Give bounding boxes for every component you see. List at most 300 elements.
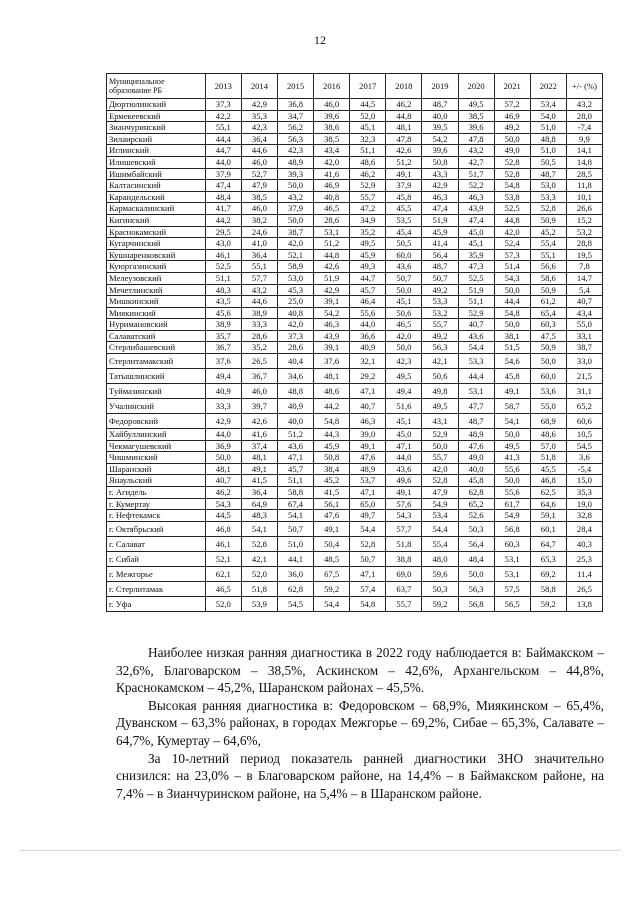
value-cell: 44,8: [494, 214, 530, 226]
value-cell: 35,7: [205, 330, 241, 342]
value-cell: 44,0: [205, 156, 241, 168]
municipality-cell: г. Салават: [107, 536, 206, 551]
value-cell: 53,6: [530, 384, 566, 399]
value-cell: 45,0: [458, 226, 494, 238]
value-cell: 62,1: [205, 566, 241, 581]
value-cell: 45,7: [277, 463, 313, 475]
municipality-cell: Караидельский: [107, 191, 206, 203]
value-cell: 49,5: [458, 99, 494, 111]
change-cell: 28,4: [566, 521, 602, 536]
value-cell: 56,2: [277, 122, 313, 134]
value-cell: 59,2: [314, 581, 350, 596]
value-cell: 51,0: [277, 536, 313, 551]
municipality-cell: Куюргазинский: [107, 261, 206, 273]
value-cell: 40,7: [458, 319, 494, 331]
value-cell: 47,6: [314, 510, 350, 522]
value-cell: 47,1: [386, 440, 422, 452]
header-year: 2020: [458, 74, 494, 99]
value-cell: 37,4: [241, 440, 277, 452]
value-cell: 54,4: [422, 521, 458, 536]
value-cell: 39,1: [314, 342, 350, 354]
value-cell: 50,8: [314, 452, 350, 464]
value-cell: 59,6: [422, 566, 458, 581]
value-cell: 61,2: [530, 296, 566, 308]
value-cell: 44,8: [386, 110, 422, 122]
value-cell: 51,7: [458, 168, 494, 180]
value-cell: 42,3: [277, 145, 313, 157]
table-row: [107, 354, 603, 369]
value-cell: 51,1: [458, 296, 494, 308]
value-cell: 49,5: [422, 399, 458, 414]
value-cell: 36,4: [241, 249, 277, 261]
paragraph-highest-diagnostics: Высокая ранняя диагностика в: Федоровском – 68,9%, Миякинском – 65,4%, Дуванском – 63,3% районах, в городах Межгорье – 69,2%, Сибае – 65,3%, Салавате – 64,7%, Кумертау – 64,6%,: [116, 697, 604, 748]
municipality-cell: Миякинский: [107, 307, 206, 319]
value-cell: 51,0: [530, 122, 566, 134]
change-cell: 31,1: [566, 384, 602, 399]
value-cell: 37,6: [314, 354, 350, 369]
value-cell: 43,1: [422, 414, 458, 429]
value-cell: 51,1: [205, 272, 241, 284]
table-row: [107, 551, 603, 566]
value-cell: 57,7: [241, 272, 277, 284]
value-cell: 55,6: [494, 463, 530, 475]
header-change: +/- (%): [566, 74, 602, 99]
value-cell: 42,9: [314, 284, 350, 296]
value-cell: 53,3: [422, 296, 458, 308]
value-cell: 39,7: [241, 399, 277, 414]
value-cell: 37,9: [205, 168, 241, 180]
table-row: [107, 475, 603, 487]
table-row: [107, 596, 603, 611]
value-cell: 45,1: [458, 238, 494, 250]
value-cell: 55,4: [422, 536, 458, 551]
value-cell: 36,6: [350, 330, 386, 342]
value-cell: 56,3: [277, 133, 313, 145]
value-cell: 42,0: [277, 319, 313, 331]
value-cell: 42,3: [241, 122, 277, 134]
value-cell: 46,9: [494, 110, 530, 122]
value-cell: 54,8: [494, 180, 530, 192]
value-cell: 52,0: [241, 566, 277, 581]
value-cell: 41,6: [314, 168, 350, 180]
page-number: 12: [314, 33, 326, 47]
value-cell: 55,0: [530, 399, 566, 414]
value-cell: 55,4: [530, 238, 566, 250]
value-cell: 35,9: [458, 249, 494, 261]
value-cell: 58,9: [277, 261, 313, 273]
value-cell: 47,1: [350, 384, 386, 399]
value-cell: 50,7: [422, 272, 458, 284]
value-cell: 34,7: [277, 110, 313, 122]
value-cell: 42,7: [458, 156, 494, 168]
value-cell: 49,5: [494, 440, 530, 452]
value-cell: 46,2: [205, 487, 241, 499]
value-cell: 55,6: [494, 487, 530, 499]
value-cell: 48,9: [277, 156, 313, 168]
value-cell: 44,4: [458, 369, 494, 384]
value-cell: 38,5: [314, 133, 350, 145]
value-cell: 37,9: [386, 180, 422, 192]
value-cell: 32,3: [350, 133, 386, 145]
value-cell: 49,3: [350, 261, 386, 273]
value-cell: 54,8: [350, 596, 386, 611]
municipality-cell: Ишимбайский: [107, 168, 206, 180]
table-row: [107, 203, 603, 215]
table-row: [107, 156, 603, 168]
municipality-cell: Краснокамский: [107, 226, 206, 238]
municipality-cell: Чекмагушевский: [107, 440, 206, 452]
value-cell: 50,0: [494, 319, 530, 331]
value-cell: 26,5: [241, 354, 277, 369]
value-cell: 44,5: [350, 99, 386, 111]
value-cell: 42,3: [386, 354, 422, 369]
value-cell: 38,4: [314, 463, 350, 475]
body-text: [116, 644, 604, 802]
value-cell: 46,2: [350, 168, 386, 180]
value-cell: 49,2: [422, 284, 458, 296]
value-cell: 49,1: [350, 440, 386, 452]
value-cell: 46,3: [314, 319, 350, 331]
municipality-cell: Татышлинский: [107, 369, 206, 384]
value-cell: 47,1: [350, 487, 386, 499]
change-cell: 19,0: [566, 498, 602, 510]
value-cell: 38,2: [241, 214, 277, 226]
value-cell: 47,4: [422, 203, 458, 215]
table-row: [107, 191, 603, 203]
value-cell: 48,6: [314, 384, 350, 399]
value-cell: 59,2: [530, 596, 566, 611]
value-cell: 50,0: [422, 440, 458, 452]
table-row: [107, 272, 603, 284]
value-cell: 57,2: [494, 99, 530, 111]
value-cell: 55,6: [350, 307, 386, 319]
header-year: 2013: [205, 74, 241, 99]
value-cell: 46,0: [241, 203, 277, 215]
value-cell: 48,5: [314, 551, 350, 566]
value-cell: 48,1: [386, 122, 422, 134]
municipality-cell: Мишкинский: [107, 296, 206, 308]
value-cell: 51,2: [386, 156, 422, 168]
value-cell: 40,7: [205, 475, 241, 487]
value-cell: 40,0: [422, 110, 458, 122]
value-cell: 48,3: [205, 284, 241, 296]
value-cell: 36,4: [241, 487, 277, 499]
value-cell: 52,0: [350, 110, 386, 122]
value-cell: 48,4: [458, 551, 494, 566]
table-row: [107, 122, 603, 134]
value-cell: 33,3: [205, 399, 241, 414]
diagnostics-table-container: [106, 73, 603, 612]
value-cell: 53,2: [422, 307, 458, 319]
value-cell: 54,5: [277, 596, 313, 611]
change-cell: 5,4: [566, 284, 602, 296]
value-cell: 40,9: [277, 399, 313, 414]
header-year: 2021: [494, 74, 530, 99]
table-row: [107, 414, 603, 429]
value-cell: 49,7: [350, 510, 386, 522]
value-cell: 45,9: [422, 226, 458, 238]
value-cell: 47,5: [530, 330, 566, 342]
change-cell: 14,1: [566, 145, 602, 157]
value-cell: 39,0: [350, 429, 386, 441]
municipality-cell: Туймазинский: [107, 384, 206, 399]
change-cell: 9,9: [566, 133, 602, 145]
value-cell: 42,6: [386, 145, 422, 157]
table-row: [107, 487, 603, 499]
value-cell: 52,1: [205, 551, 241, 566]
value-cell: 52,7: [241, 168, 277, 180]
value-cell: 45,2: [314, 475, 350, 487]
value-cell: 43,6: [386, 463, 422, 475]
value-cell: 43,2: [458, 145, 494, 157]
municipality-cell: Зилаирский: [107, 133, 206, 145]
value-cell: 46,3: [422, 191, 458, 203]
value-cell: 51,2: [314, 238, 350, 250]
value-cell: 39,3: [277, 168, 313, 180]
value-cell: 40,4: [277, 354, 313, 369]
change-cell: 15,0: [566, 475, 602, 487]
change-cell: 19,5: [566, 249, 602, 261]
value-cell: 46,0: [314, 99, 350, 111]
value-cell: 51,9: [422, 214, 458, 226]
municipality-cell: Салаватский: [107, 330, 206, 342]
value-cell: 24,6: [241, 226, 277, 238]
change-cell: 28,5: [566, 168, 602, 180]
value-cell: 58,8: [530, 581, 566, 596]
value-cell: 33,3: [241, 319, 277, 331]
change-cell: 14,8: [566, 156, 602, 168]
value-cell: 29,5: [205, 226, 241, 238]
value-cell: 46,0: [241, 384, 277, 399]
value-cell: 49,0: [494, 145, 530, 157]
value-cell: 56,3: [422, 342, 458, 354]
value-cell: 61,7: [494, 498, 530, 510]
value-cell: 43,9: [458, 203, 494, 215]
municipality-cell: г. Межгорье: [107, 566, 206, 581]
change-cell: 43,4: [566, 307, 602, 319]
value-cell: 43,9: [314, 330, 350, 342]
value-cell: 50,7: [350, 551, 386, 566]
value-cell: 48,7: [458, 414, 494, 429]
value-cell: 39,5: [422, 122, 458, 134]
value-cell: 47,3: [458, 261, 494, 273]
value-cell: 54,9: [494, 510, 530, 522]
value-cell: 56,8: [458, 596, 494, 611]
value-cell: 45,0: [386, 429, 422, 441]
table-row: [107, 369, 603, 384]
value-cell: 52,8: [422, 475, 458, 487]
municipality-cell: Чишминский: [107, 452, 206, 464]
value-cell: 46,8: [530, 475, 566, 487]
value-cell: 36,4: [241, 133, 277, 145]
value-cell: 54,6: [494, 354, 530, 369]
table-row: [107, 566, 603, 581]
change-cell: 60,6: [566, 414, 602, 429]
municipality-cell: г. Октябрьский: [107, 521, 206, 536]
value-cell: 53,3: [530, 191, 566, 203]
value-cell: 56,3: [458, 581, 494, 596]
value-cell: 40,0: [458, 463, 494, 475]
value-cell: 53,1: [458, 384, 494, 399]
value-cell: 55,7: [422, 319, 458, 331]
table-row: [107, 581, 603, 596]
value-cell: 58,7: [494, 399, 530, 414]
value-cell: 57,5: [494, 581, 530, 596]
value-cell: 57,4: [350, 581, 386, 596]
table-row: [107, 521, 603, 536]
value-cell: 56,5: [494, 596, 530, 611]
value-cell: 48,9: [350, 463, 386, 475]
table-row: [107, 399, 603, 414]
header-year: 2018: [386, 74, 422, 99]
value-cell: 38,7: [277, 226, 313, 238]
table-row: [107, 296, 603, 308]
value-cell: 57,6: [386, 498, 422, 510]
value-cell: 42,9: [241, 99, 277, 111]
value-cell: 40,0: [277, 414, 313, 429]
value-cell: 48,9: [458, 429, 494, 441]
value-cell: 35,2: [350, 226, 386, 238]
municipality-cell: Хайбуллинский: [107, 429, 206, 441]
value-cell: 49,1: [494, 384, 530, 399]
value-cell: 53,0: [277, 272, 313, 284]
table-row: [107, 440, 603, 452]
value-cell: 53,8: [494, 191, 530, 203]
value-cell: 52,8: [494, 156, 530, 168]
municipality-cell: г. Стерлитамак: [107, 581, 206, 596]
value-cell: 45,5: [386, 203, 422, 215]
value-cell: 50,0: [205, 452, 241, 464]
value-cell: 49,4: [205, 369, 241, 384]
value-cell: 40,8: [314, 191, 350, 203]
value-cell: 60,0: [386, 249, 422, 261]
value-cell: 29,2: [350, 369, 386, 384]
value-cell: 52,5: [458, 272, 494, 284]
value-cell: 43,2: [277, 191, 313, 203]
change-cell: 65,2: [566, 399, 602, 414]
value-cell: 51,9: [314, 272, 350, 284]
municipality-cell: Кушнаренковский: [107, 249, 206, 261]
value-cell: 46,5: [314, 203, 350, 215]
change-cell: -5,4: [566, 463, 602, 475]
value-cell: 49,4: [386, 384, 422, 399]
value-cell: 28,6: [241, 330, 277, 342]
value-cell: 67,5: [314, 566, 350, 581]
change-cell: 21,5: [566, 369, 602, 384]
value-cell: 62,8: [458, 487, 494, 499]
value-cell: 53,1: [494, 551, 530, 566]
footer-dotted-line: [20, 850, 620, 852]
value-cell: 48,6: [530, 429, 566, 441]
municipality-cell: г. Кумертау: [107, 498, 206, 510]
value-cell: 42,0: [277, 238, 313, 250]
municipality-cell: Мечетлинский: [107, 284, 206, 296]
value-cell: 34,6: [277, 369, 313, 384]
change-cell: 15,2: [566, 214, 602, 226]
municipality-cell: Дюртюлинский: [107, 99, 206, 111]
value-cell: 39,6: [314, 110, 350, 122]
value-cell: 65,3: [530, 551, 566, 566]
value-cell: 56,4: [458, 536, 494, 551]
value-cell: 44,6: [241, 296, 277, 308]
value-cell: 50,3: [422, 581, 458, 596]
table-row: [107, 452, 603, 464]
change-cell: 54,5: [566, 440, 602, 452]
value-cell: 45,1: [350, 122, 386, 134]
table-row: [107, 226, 603, 238]
value-cell: 51,8: [386, 536, 422, 551]
value-cell: 69,2: [530, 566, 566, 581]
value-cell: 50,9: [530, 284, 566, 296]
value-cell: 54,1: [277, 510, 313, 522]
value-cell: 48,1: [205, 463, 241, 475]
value-cell: 45,3: [277, 284, 313, 296]
value-cell: 62,5: [530, 487, 566, 499]
value-cell: 50,0: [494, 133, 530, 145]
value-cell: 50,0: [530, 354, 566, 369]
value-cell: 47,6: [350, 452, 386, 464]
value-cell: 50,0: [494, 475, 530, 487]
value-cell: 47,9: [241, 180, 277, 192]
paragraph-ten-year-decline: За 10-летний период показатель ранней диагностики ЗНО значительно снизился: на 23,0% – в Благоварском районе, на 14,4% – в Баймакском районе, на 7,4% – в Зианчуринском районе, на 5,4% – в Шаранском районе.: [116, 750, 604, 801]
value-cell: 47,8: [458, 133, 494, 145]
change-cell: 40,3: [566, 536, 602, 551]
value-cell: 50,0: [494, 284, 530, 296]
value-cell: 38,1: [494, 330, 530, 342]
value-cell: 51,0: [530, 145, 566, 157]
value-cell: 54,4: [350, 521, 386, 536]
value-cell: 50,5: [386, 238, 422, 250]
value-cell: 36,7: [241, 369, 277, 384]
value-cell: 49,5: [350, 238, 386, 250]
municipality-cell: Мелеузовский: [107, 272, 206, 284]
value-cell: 46,1: [205, 249, 241, 261]
change-cell: 10,1: [566, 191, 602, 203]
value-cell: 51,2: [277, 429, 313, 441]
municipality-cell: Нуримановский: [107, 319, 206, 331]
change-cell: 25,3: [566, 551, 602, 566]
value-cell: 45,9: [314, 440, 350, 452]
value-cell: 50,4: [314, 536, 350, 551]
value-cell: 50,0: [386, 342, 422, 354]
value-cell: 44,6: [241, 145, 277, 157]
value-cell: 51,9: [458, 284, 494, 296]
change-cell: 43,2: [566, 99, 602, 111]
table-row: [107, 498, 603, 510]
value-cell: 49,1: [314, 521, 350, 536]
value-cell: 64,9: [241, 498, 277, 510]
value-cell: 63,7: [386, 581, 422, 596]
value-cell: 52,0: [205, 596, 241, 611]
value-cell: 52,8: [241, 536, 277, 551]
value-cell: 64,7: [530, 536, 566, 551]
change-cell: 53,2: [566, 226, 602, 238]
value-cell: 50,5: [530, 156, 566, 168]
value-cell: 54,8: [314, 414, 350, 429]
value-cell: 45,1: [386, 296, 422, 308]
value-cell: 60,1: [530, 521, 566, 536]
table-row: [107, 384, 603, 399]
value-cell: 44,4: [205, 133, 241, 145]
municipality-cell: Иглинский: [107, 145, 206, 157]
value-cell: 52,1: [277, 249, 313, 261]
value-cell: 56,8: [494, 521, 530, 536]
value-cell: 49,2: [494, 122, 530, 134]
value-cell: 54,9: [422, 498, 458, 510]
value-cell: 54,0: [530, 110, 566, 122]
value-cell: 44,8: [314, 249, 350, 261]
value-cell: 48,3: [241, 510, 277, 522]
